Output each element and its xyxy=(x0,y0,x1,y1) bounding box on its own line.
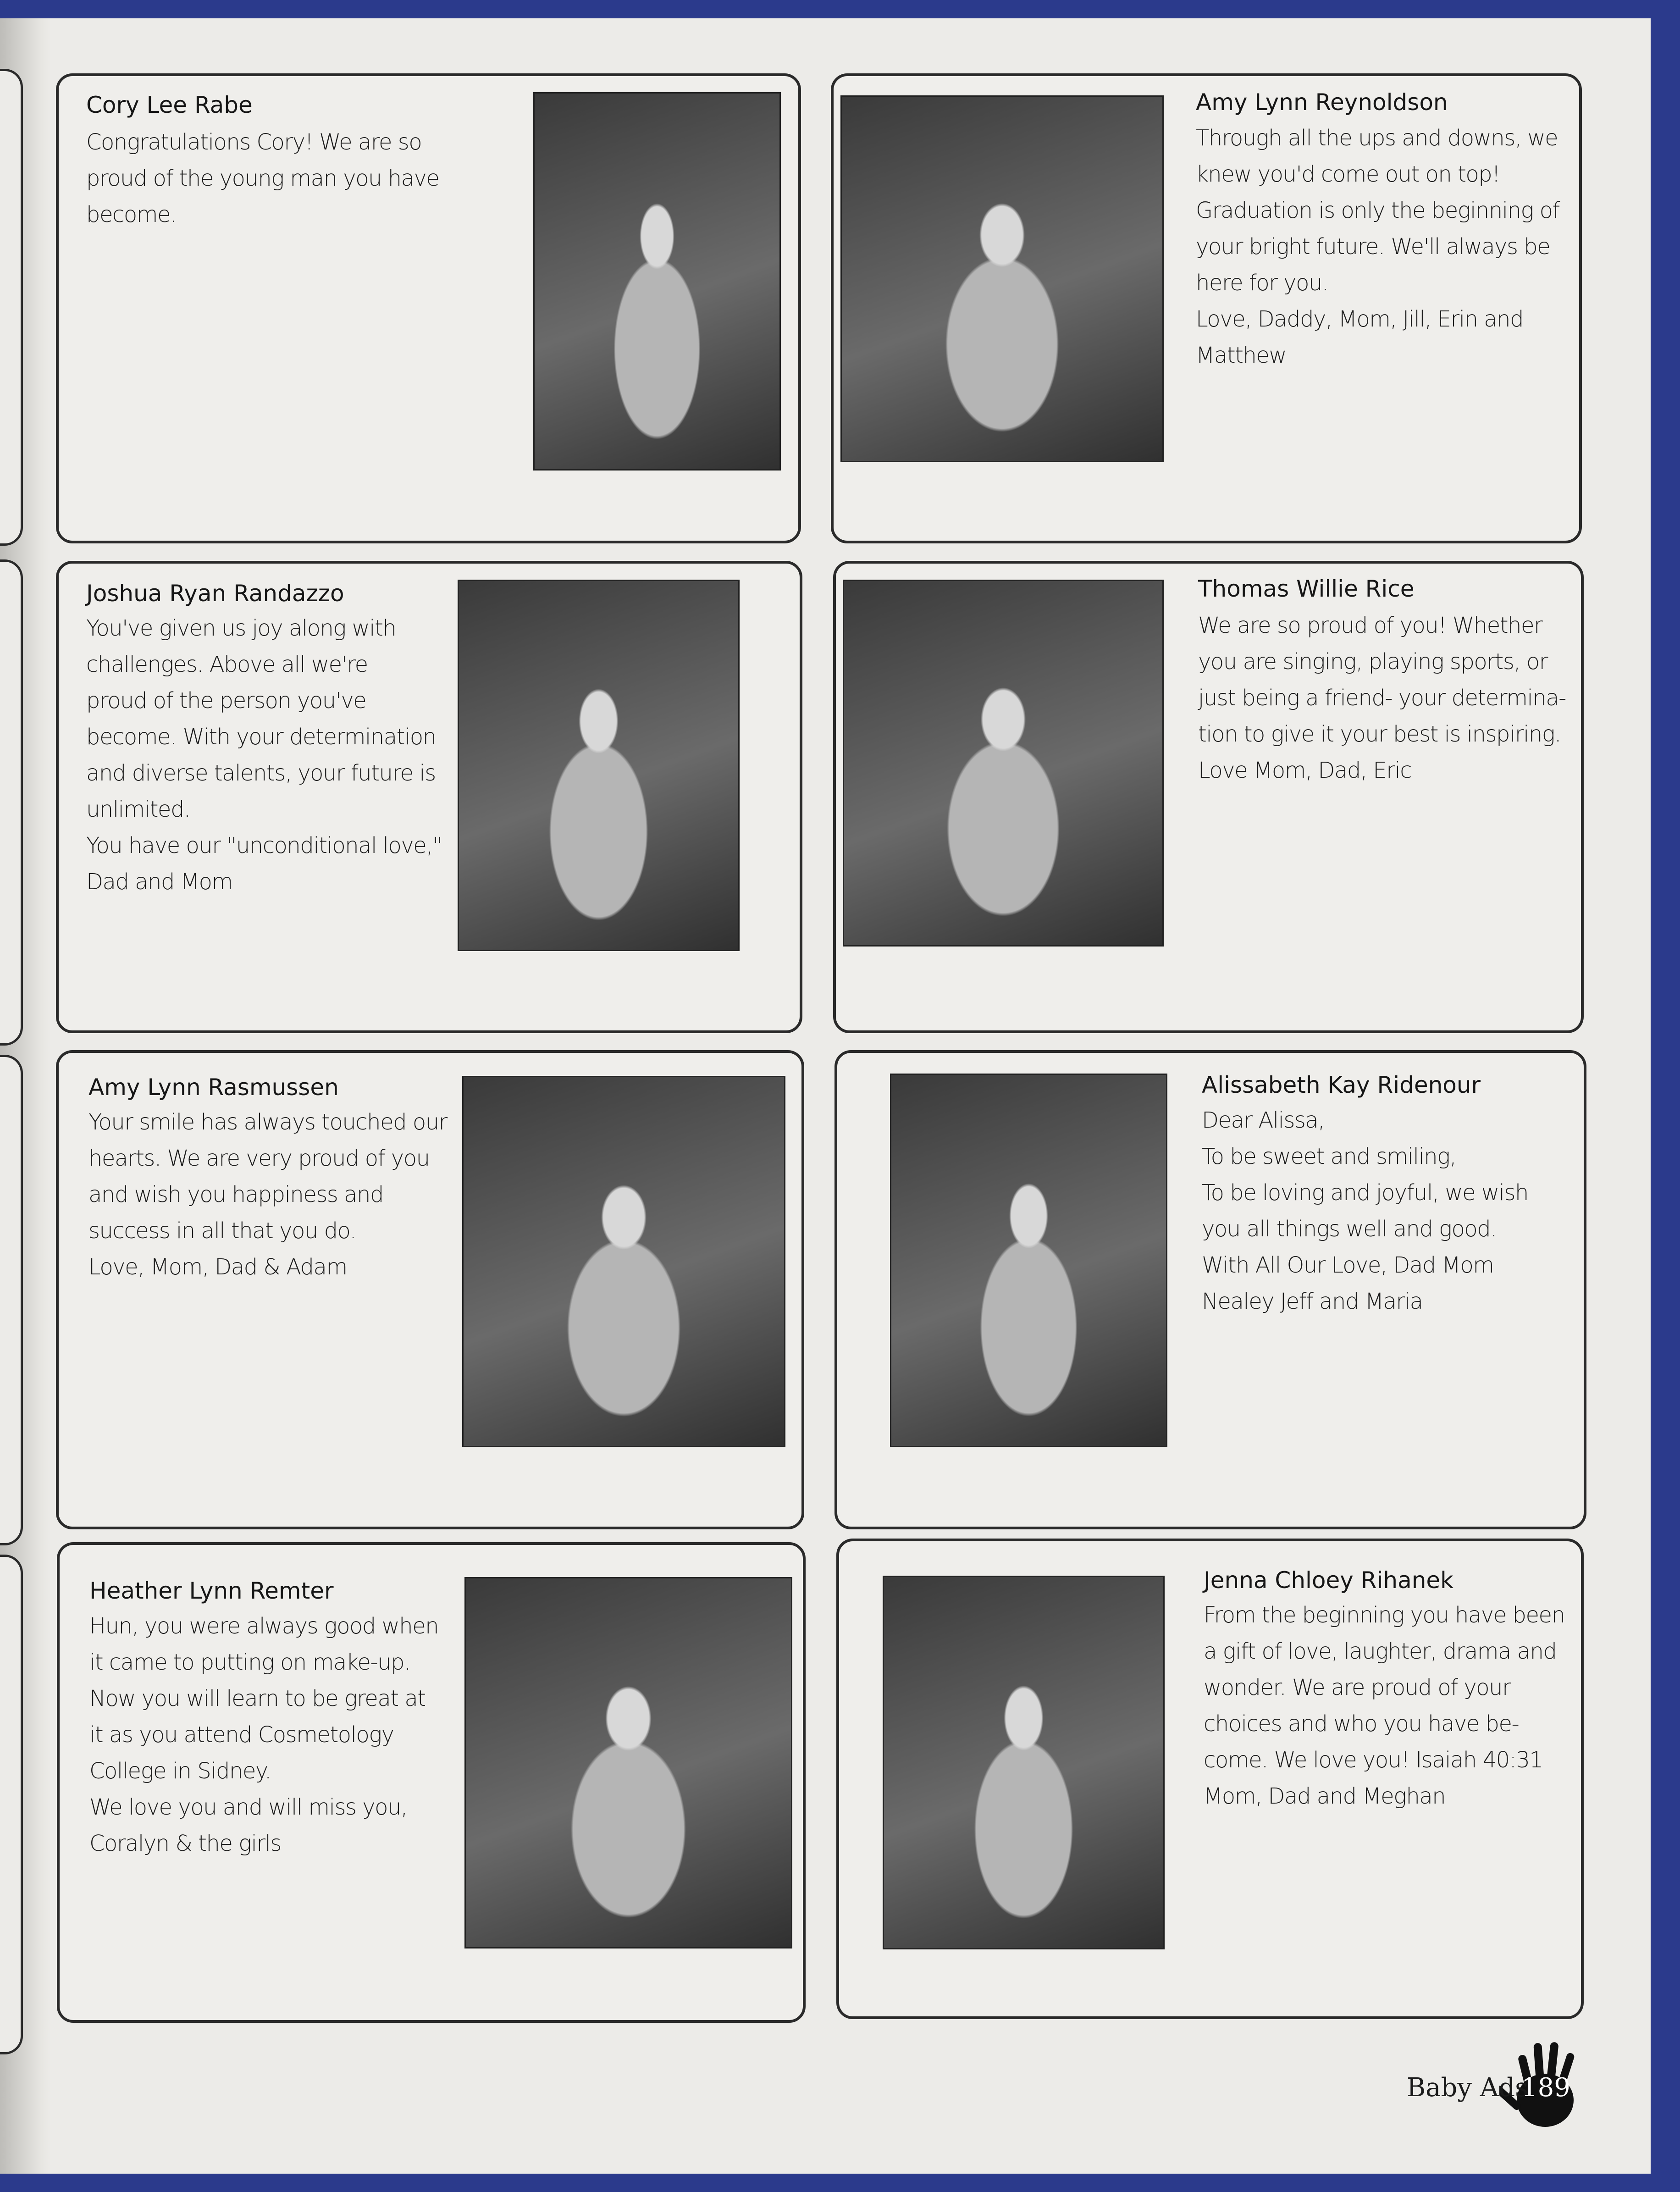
student-name: Thomas Willie Rice xyxy=(1198,576,1415,602)
adjacent-page-card-edge xyxy=(0,69,23,546)
baby-photo xyxy=(458,580,740,951)
student-name: Amy Lynn Rasmussen xyxy=(88,1074,339,1101)
student-name: Amy Lynn Reynoldson xyxy=(1196,89,1448,116)
ad-message: Through all the ups and downs, we knew you'd come out on top! Graduation is only the beginning of your bright future. We'll always be here for you. Love, Daddy, Mom, Jill, Erin and Matthew xyxy=(1196,125,1559,368)
student-name: Alissabeth Kay Ridenour xyxy=(1202,1072,1481,1098)
baby-ad-card-thomas-willie-rice xyxy=(833,561,1584,1033)
baby-photo xyxy=(464,1577,792,1948)
baby-ad-card-alissabeth-kay-ridenour xyxy=(834,1050,1586,1529)
baby-photo xyxy=(843,580,1164,947)
adjacent-page-card-edge xyxy=(0,559,23,1046)
baby-ad-card-amy-lynn-rasmussen xyxy=(56,1050,804,1529)
baby-ad-card-jenna-chloey-rihanek xyxy=(836,1539,1584,2019)
baby-ad-card-amy-lynn-reynoldson xyxy=(831,73,1582,543)
baby-ad-card-cory-lee-rabe xyxy=(56,73,801,543)
baby-photo xyxy=(533,92,781,471)
student-name: Joshua Ryan Randazzo xyxy=(86,580,344,607)
baby-photo xyxy=(840,95,1164,462)
yearbook-page xyxy=(0,18,1651,2174)
page-number: 189 xyxy=(1521,2073,1570,2103)
ad-message: Dear Alissa, To be sweet and smiling, To be loving and joyful, we wish you all things well and good. With All Our Love, Dad Mom Nealey Jeff and Maria xyxy=(1202,1107,1528,1314)
student-name: Heather Lynn Remter xyxy=(89,1578,334,1604)
ad-message: From the beginning you have been a gift of love, laughter, drama and wonder. We are proud of your choices and who you have be- come. We love you! Isaiah 40:31 Mom, Dad and Meghan xyxy=(1204,1602,1565,1809)
baby-ad-card-heather-lynn-remter xyxy=(57,1542,806,2023)
student-name: Cory Lee Rabe xyxy=(86,92,253,118)
baby-photo xyxy=(890,1074,1167,1447)
baby-ad-card-joshua-ryan-randazzo xyxy=(56,561,802,1033)
ad-message: Your smile has always touched our hearts. We are very proud of you and wish you happiness and success in all that you do. Love, Mom, Dad & Adam xyxy=(88,1109,447,1280)
section-label: Baby Ads xyxy=(1407,2073,1528,2103)
ad-message: You've given us joy along with challenges. Above all we're proud of the person you've become. With your determination and diverse talents, your future is unlimited. You have our "unconditional love," Dad and Mom xyxy=(86,615,442,895)
ad-message: We are so proud of you! Whether you are singing, playing sports, or just being a friend- your determina- tion to give it your best is inspiring. Love Mom, Dad, Eric xyxy=(1198,613,1566,783)
student-name: Jenna Chloey Rihanek xyxy=(1204,1567,1454,1594)
adjacent-page-card-edge xyxy=(0,1055,23,1545)
ad-message: Congratulations Cory! We are so proud of the young man you have become. xyxy=(86,129,439,227)
adjacent-page-card-edge xyxy=(0,1555,23,2054)
baby-photo xyxy=(462,1076,785,1447)
ad-message: Hun, you were always good when it came to putting on make-up. Now you will learn to be great at it as you attend Cosmetology College in Sidney. We love you and will miss you, Coralyn & the girls xyxy=(89,1613,439,1856)
baby-photo xyxy=(883,1576,1165,1949)
